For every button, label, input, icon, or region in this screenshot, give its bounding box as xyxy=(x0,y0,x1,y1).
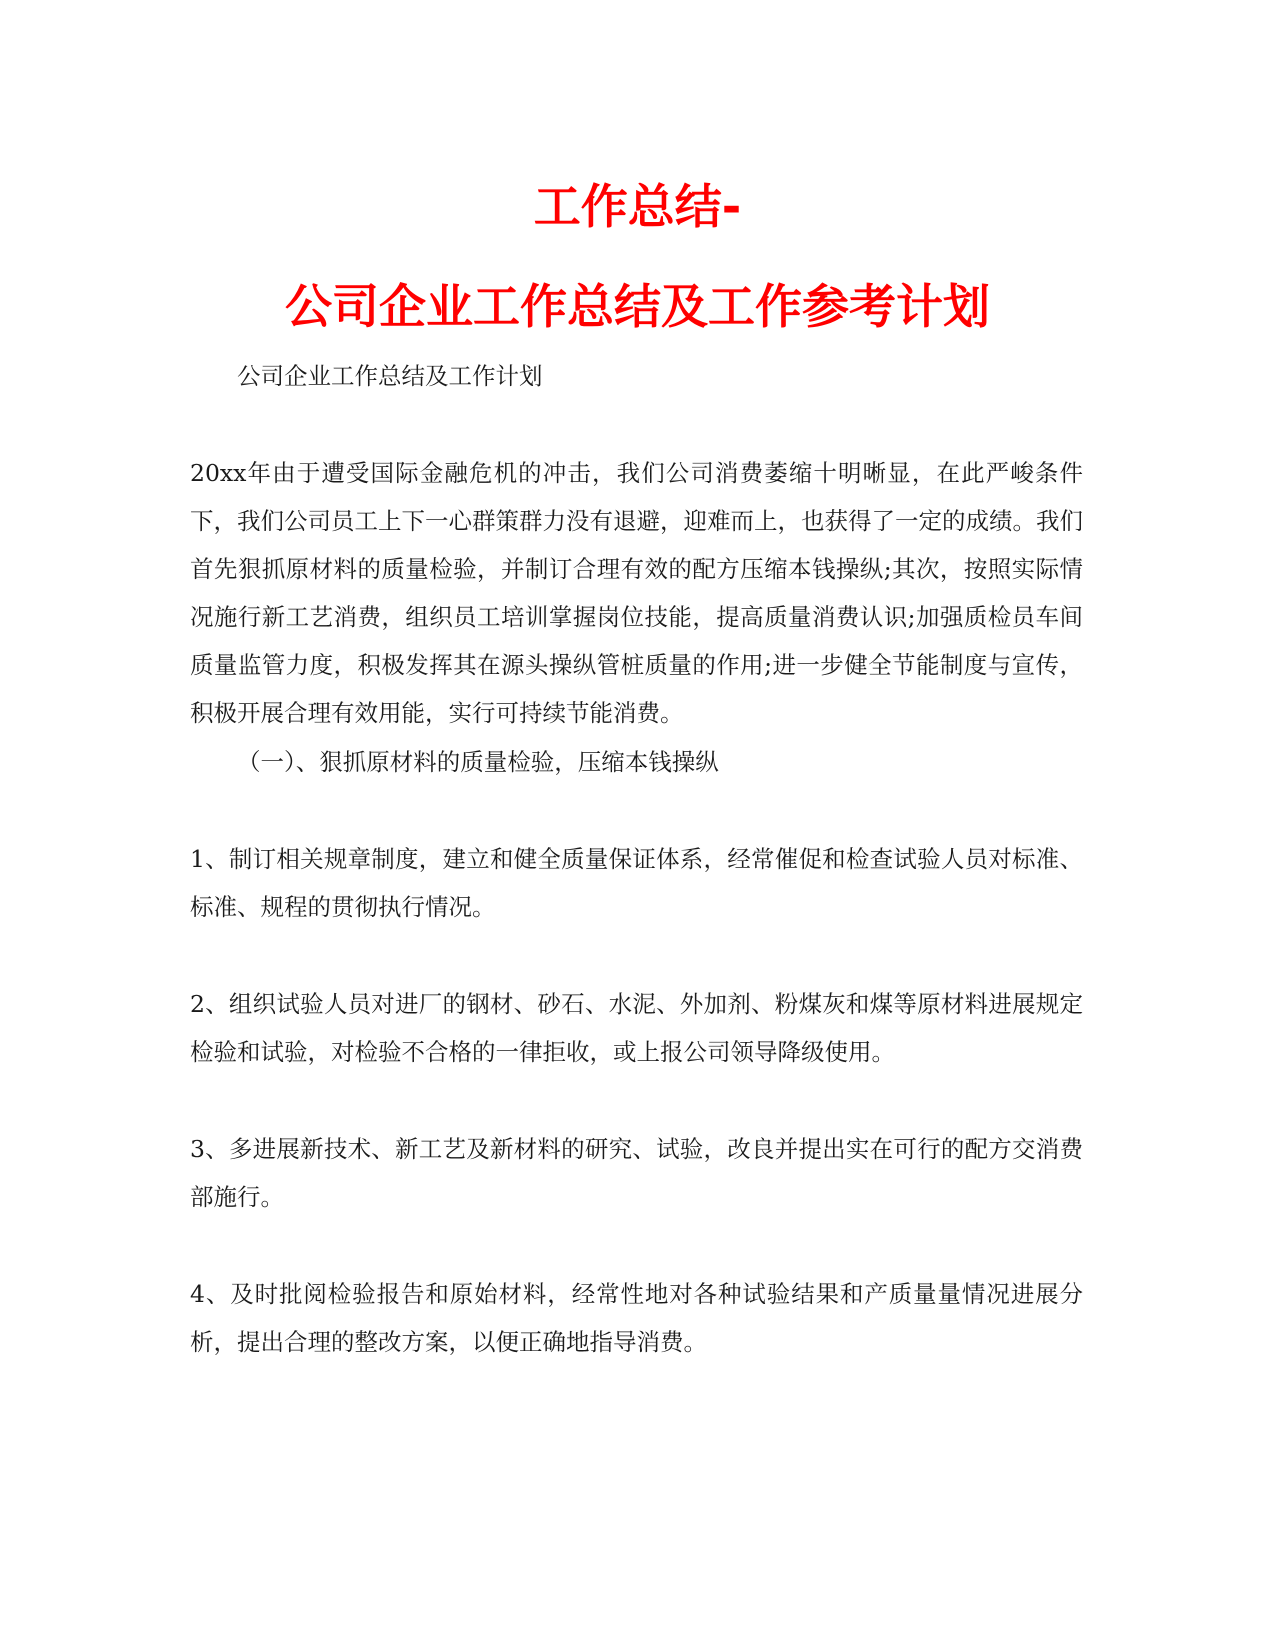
section-1-heading: （一）、狠抓原材料的质量检验，压缩本钱操纵 xyxy=(237,748,719,776)
list-item: 2、组织试验人员对进厂的钢材、砂石、水泥、外加剂、粉煤灰和煤等原材料进展规定检验和试验，对检验不合格的一律拒收，或上报公司领导降级使用。 xyxy=(190,990,1083,1066)
list-item: 3、多进展新技术、新工艺及新材料的研究、试验，改良并提出实在可行的配方交消费部施行。 xyxy=(190,1135,1083,1211)
title-line-2: 公司企业工作总结及工作参考计划 xyxy=(285,280,990,335)
intro-paragraph: 20xx年由于遭受国际金融危机的冲击，我们公司消费萎缩十明晰显，在此严峻条件下，我们公司员工上下一心群策群力没有退避，迎难而上，也获得了一定的成绩。我们首先狠抓原材料的质量检验，并制订合理有效的配方压缩本钱操纵;其次，按照实际情况施行新工艺消费，组织员工培训掌握岗位技能，提高质量消费认识;加强质检员车间质量监管力度，积极发挥其在源头操纵管桩质量的作用;进一步健全节能制度与宣传，积极开展合理有效用能，实行可持续节能消费。 xyxy=(190,459,1083,727)
list-item: 4、及时批阅检验报告和原始材料，经常性地对各种试验结果和产质量量情况进展分析，提出合理的整改方案，以便正确地指导消费。 xyxy=(190,1280,1083,1356)
subtitle-paragraph: 公司企业工作总结及工作计划 xyxy=(237,362,543,390)
list-item: 1、制订相关规章制度，建立和健全质量保证体系，经常催促和检查试验人员对标准、标准、规程的贯彻执行情况。 xyxy=(190,845,1083,921)
title-line-1: 工作总结- xyxy=(533,180,742,235)
